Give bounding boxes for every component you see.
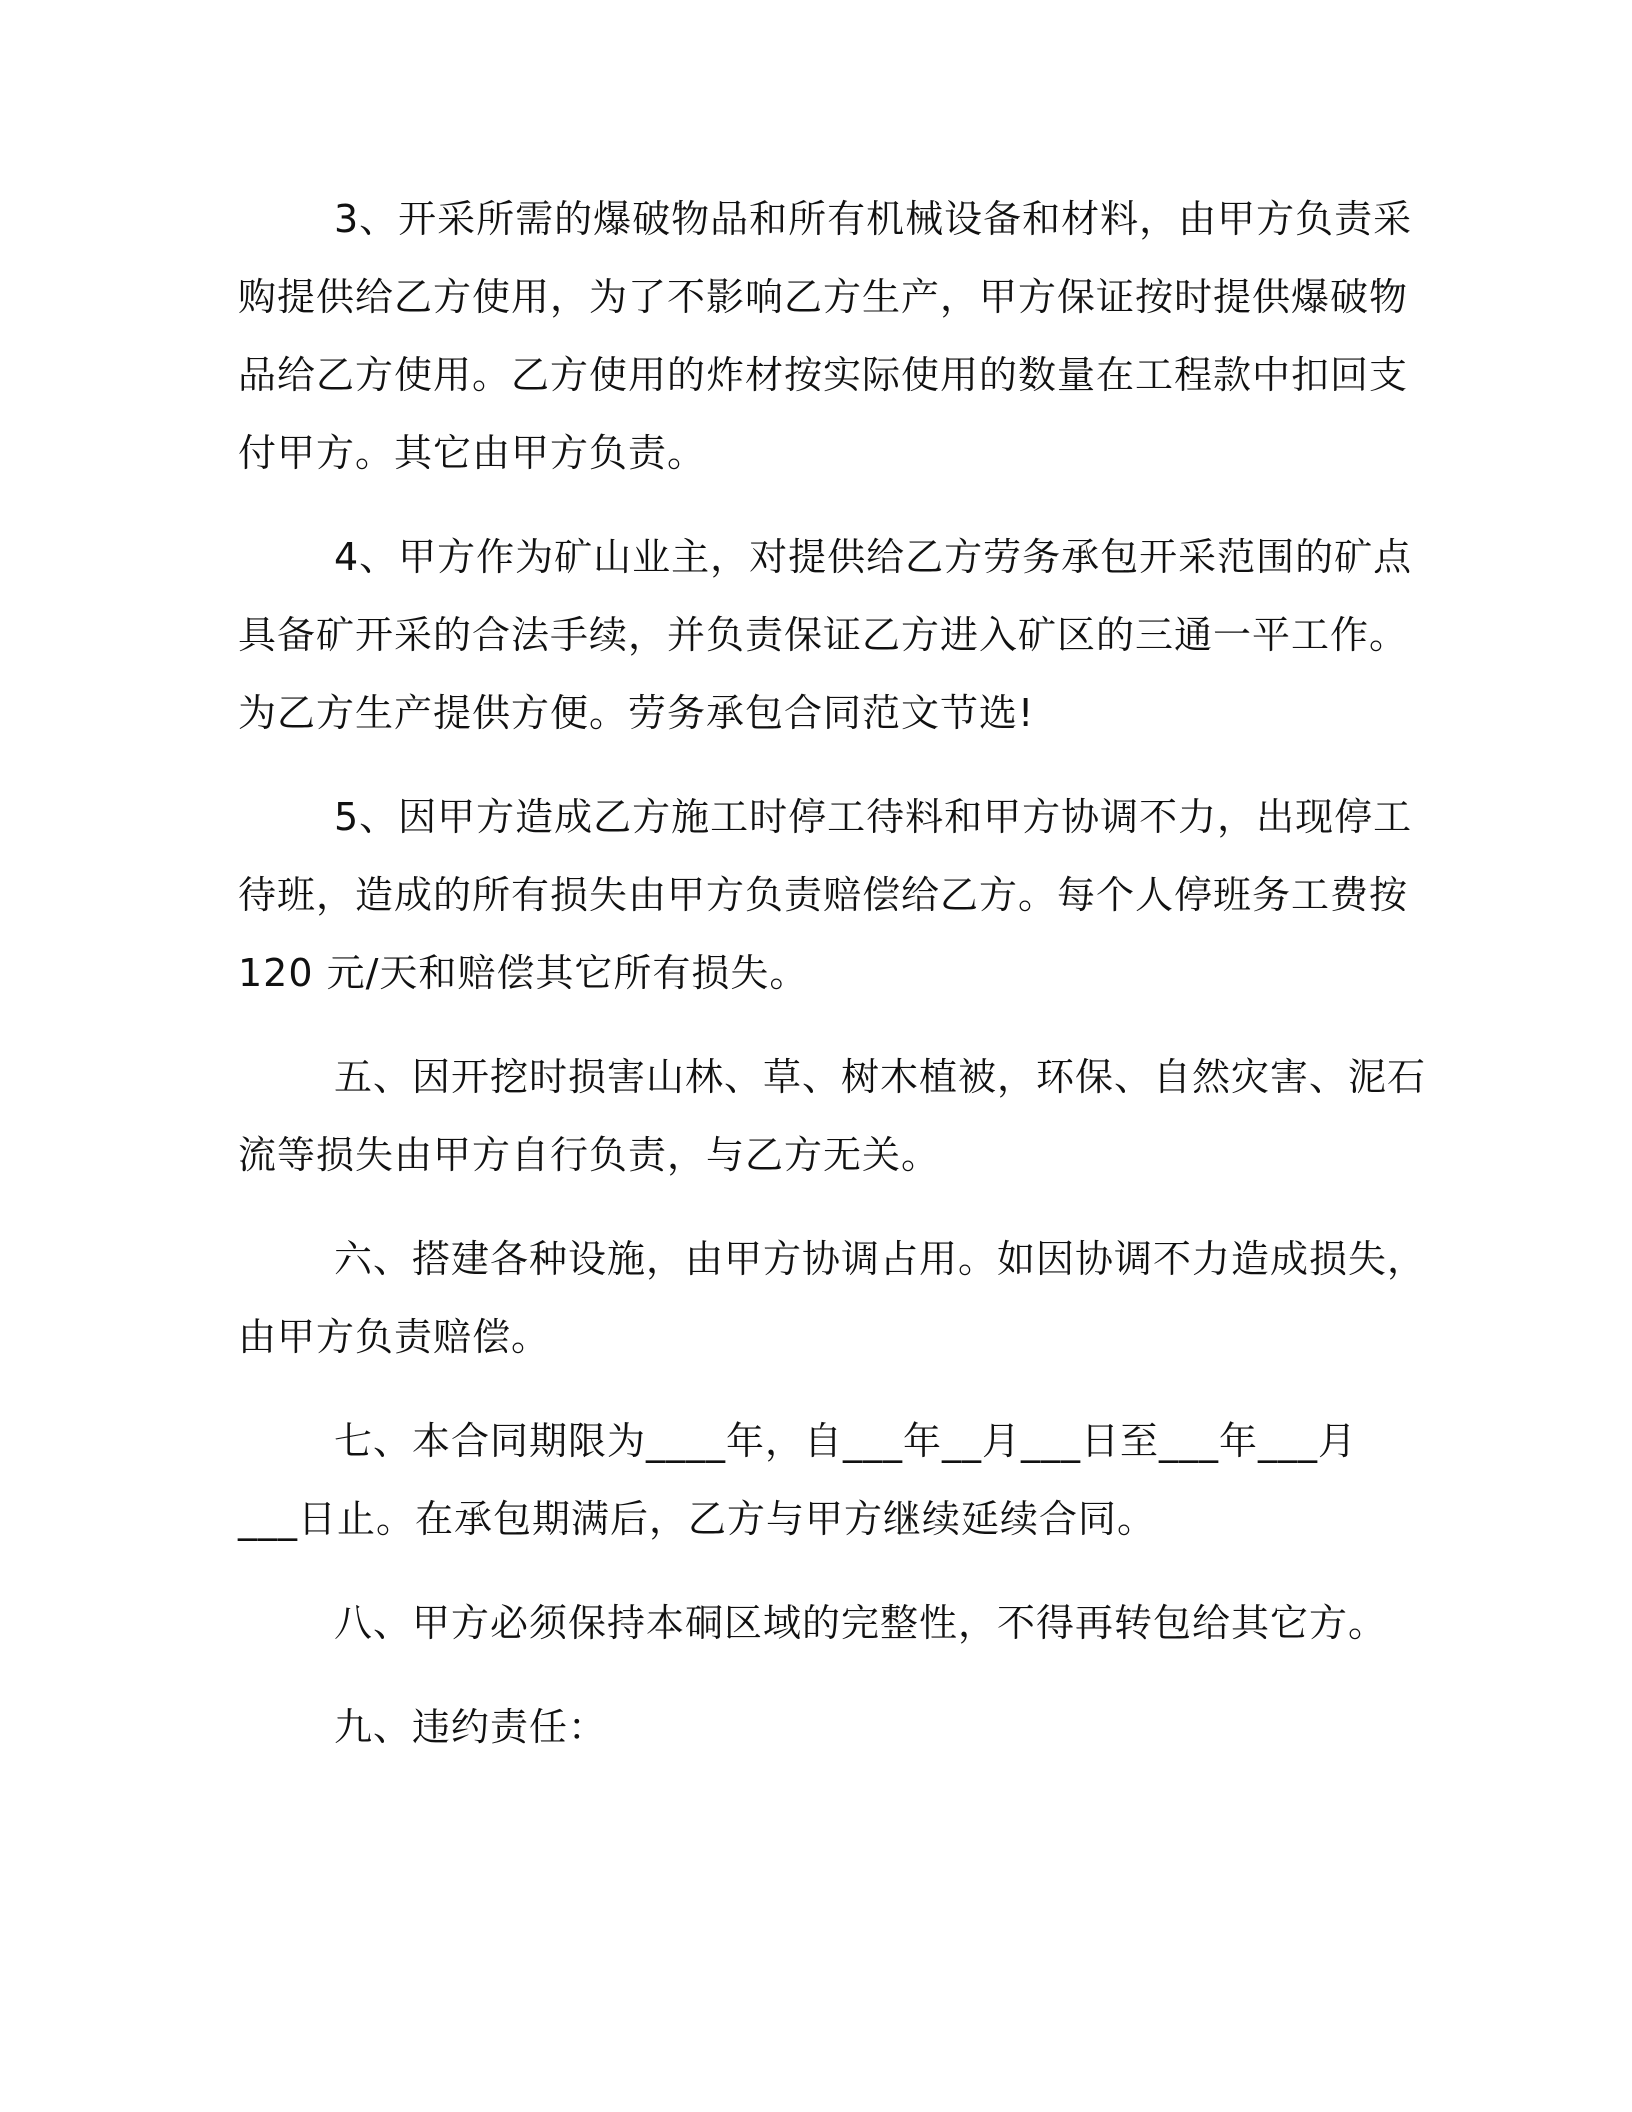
paragraph-line: 为乙方生产提供方便。劳务承包合同范文节选! [238,691,1035,735]
paragraph-line: 5、因甲方造成乙方施工时停工待料和甲方协调不力，出现停工 [334,795,1413,839]
paragraph-line: 待班，造成的所有损失由甲方负责赔偿给乙方。每个人停班务工费按 [238,873,1409,917]
paragraph-line: 八、甲方必须保持本硐区域的完整性，不得再转包给其它方。 [334,1601,1388,1645]
paragraph-line: 六、搭建各种设施，由甲方协调占用。如因协调不力造成损失， [334,1237,1427,1281]
paragraph-line: 七、本合同期限为____年，自___年__月___日至___年___月 [334,1419,1358,1463]
paragraph-line: 九、违约责任： [334,1705,608,1749]
paragraph-line: 流等损失由甲方自行负责，与乙方无关。 [238,1133,941,1177]
clause-5-paragraph [238,778,1413,1012]
clause-eight-paragraph [238,1584,1388,1662]
paragraph-line: 120 元/天和赔偿其它所有损失。 [238,951,809,995]
paragraph-line: 3、开采所需的爆破物品和所有机械设备和材料，由甲方负责采 [334,197,1413,241]
document-body [238,180,1427,1792]
clause-3-paragraph [238,180,1413,492]
paragraph-line: ___日止。在承包期满后，乙方与甲方继续延续合同。 [238,1497,1157,1541]
clause-six-paragraph [238,1220,1427,1376]
paragraph-line: 付甲方。其它由甲方负责。 [238,431,707,475]
paragraph-line: 4、甲方作为矿山业主，对提供给乙方劳务承包开采范围的矿点 [334,535,1413,579]
clause-seven-paragraph [238,1402,1378,1558]
clause-4-paragraph [238,518,1413,752]
paragraph-line: 品给乙方使用。乙方使用的炸材按实际使用的数量在工程款中扣回支 [238,353,1409,397]
paragraph-line: 五、因开挖时损害山林、草、树木植被，环保、自然灾害、泥石 [334,1055,1427,1099]
paragraph-line: 购提供给乙方使用，为了不影响乙方生产，甲方保证按时提供爆破物 [238,275,1409,319]
paragraph-line: 由甲方负责赔偿。 [238,1315,551,1359]
clause-nine-paragraph [238,1688,1378,1766]
paragraph-line: 具备矿开采的合法手续，并负责保证乙方进入矿区的三通一平工作。 [238,613,1409,657]
clause-five-paragraph [238,1038,1427,1194]
